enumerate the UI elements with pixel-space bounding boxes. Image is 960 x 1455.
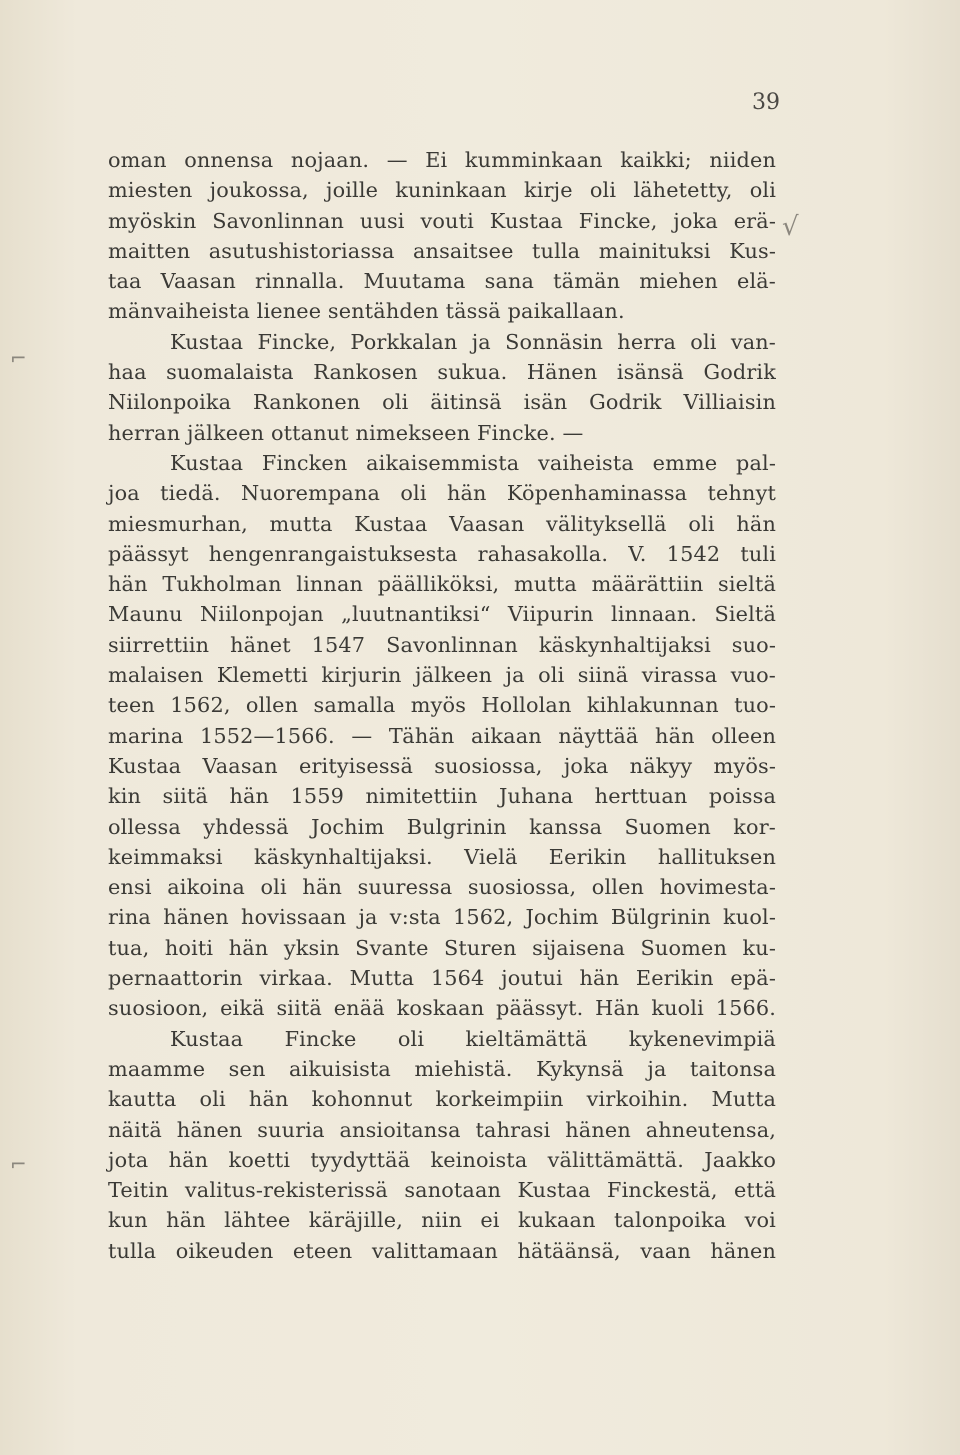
text-line: jota hän koetti tyydyttää keinoista välittämättä. Jaakko <box>108 1147 776 1172</box>
text-line: siirrettiin hänet 1547 Savonlinnan käskynhaltijaksi suo- <box>108 632 776 657</box>
text-line: suosioon, eikä siitä enää koskaan päässyt. Hän kuoli 1566. <box>108 996 776 1021</box>
text-line: oman onnensa nojaan. — Ei kumminkaan kaikki; niiden <box>108 148 776 172</box>
text-line: Niilonpoika Rankonen oli äitinsä isän Godrik Villiaisin <box>108 390 776 415</box>
text-line: pernaattorin virkaa. Mutta 1564 joutui hän Eerikin epä- <box>108 966 776 991</box>
text-line: teen 1562, ollen samalla myös Hollolan kihlakunnan tuo- <box>108 693 776 718</box>
margin-mark-left: ⌐ <box>10 1152 27 1176</box>
text-line: mänvaiheista lienee sentähden tässä paikallaan. <box>108 299 625 324</box>
text-line: herran jälkeen ottanut nimekseen Fincke. — <box>108 420 584 445</box>
text-line: malaisen Klemetti kirjurin jälkeen ja oli siinä virassa vuo- <box>108 663 776 688</box>
page-number: 39 <box>752 90 780 115</box>
text-line: miesmurhan, mutta Kustaa Vaasan välityksellä oli hän <box>108 511 776 536</box>
text-line: Kustaa Fincke, Porkkalan ja Sonnäsin herra oli van- <box>170 329 776 354</box>
text-line: Teitin valitus-rekisterissä sanotaan Kustaa Finckestä, että <box>108 1178 776 1203</box>
text-line: maamme sen aikuisista miehistä. Kykynsä ja taitonsa <box>108 1056 776 1081</box>
text-line: Maunu Niilonpojan „luutnantiksi“ Viipurin linnaan. Sieltä <box>108 602 776 627</box>
text-line: kin siitä hän 1559 nimitettiin Juhana herttuan poissa <box>108 784 776 809</box>
text-line: kun hän lähtee käräjille, niin ei kukaan talonpoika voi <box>108 1208 776 1233</box>
text-line: Kustaa Fincken aikaisemmista vaiheista emme pal- <box>170 450 776 475</box>
text-line: Kustaa Vaasan erityisessä suosiossa, joka näkyy myös- <box>108 753 776 778</box>
text-line: keimmaksi käskynhaltijaksi. Vielä Eerikin hallituksen <box>108 844 776 869</box>
text-line: ensi aikoina oli hän suuressa suosiossa, ollen hovimesta- <box>108 875 776 900</box>
text-line: miesten joukossa, joille kuninkaan kirje oli lähetetty, oli <box>108 178 776 203</box>
text-line: Kustaa Fincke oli kieltämättä kykenevimpiä <box>170 1026 776 1051</box>
text-line: rina hänen hovissaan ja v:sta 1562, Jochim Bülgrinin kuol- <box>108 905 776 930</box>
margin-mark-left: ⌐ <box>10 346 27 370</box>
body-text <box>108 145 776 1266</box>
text-line: myöskin Savonlinnan uusi vouti Kustaa Fincke, joka erä- <box>108 208 776 233</box>
text-line: ollessa yhdessä Jochim Bulgrinin kanssa Suomen kor- <box>108 814 776 839</box>
text-line: näitä hänen suuria ansioitansa tahrasi hänen ahneutensa, <box>108 1117 776 1142</box>
text-line: haa suomalaista Rankosen sukua. Hänen isänsä Godrik <box>108 360 776 385</box>
margin-check-mark: √ <box>782 212 799 242</box>
text-line: päässyt hengenrangaistuksesta rahasakolla. V. 1542 tuli <box>108 541 776 566</box>
text-line: marina 1552—1566. — Tähän aikaan näyttää hän olleen <box>108 723 776 748</box>
text-line: hän Tukholman linnan päälliköksi, mutta määrättiin sieltä <box>108 572 776 597</box>
text-line: taa Vaasan rinnalla. Muutama sana tämän miehen elä- <box>108 269 776 294</box>
text-line: tua, hoiti hän yksin Svante Sturen sijaisena Suomen ku- <box>108 935 776 960</box>
text-line: kautta oli hän kohonnut korkeimpiin virkoihin. Mutta <box>108 1087 776 1112</box>
text-line: joa tiedä. Nuorempana oli hän Köpenhaminassa tehnyt <box>108 481 776 506</box>
text-line: maitten asutushistoriassa ansaitsee tulla mainituksi Kus- <box>108 238 776 263</box>
text-line: tulla oikeuden eteen valittamaan hätäänsä, vaan hänen <box>108 1238 776 1263</box>
